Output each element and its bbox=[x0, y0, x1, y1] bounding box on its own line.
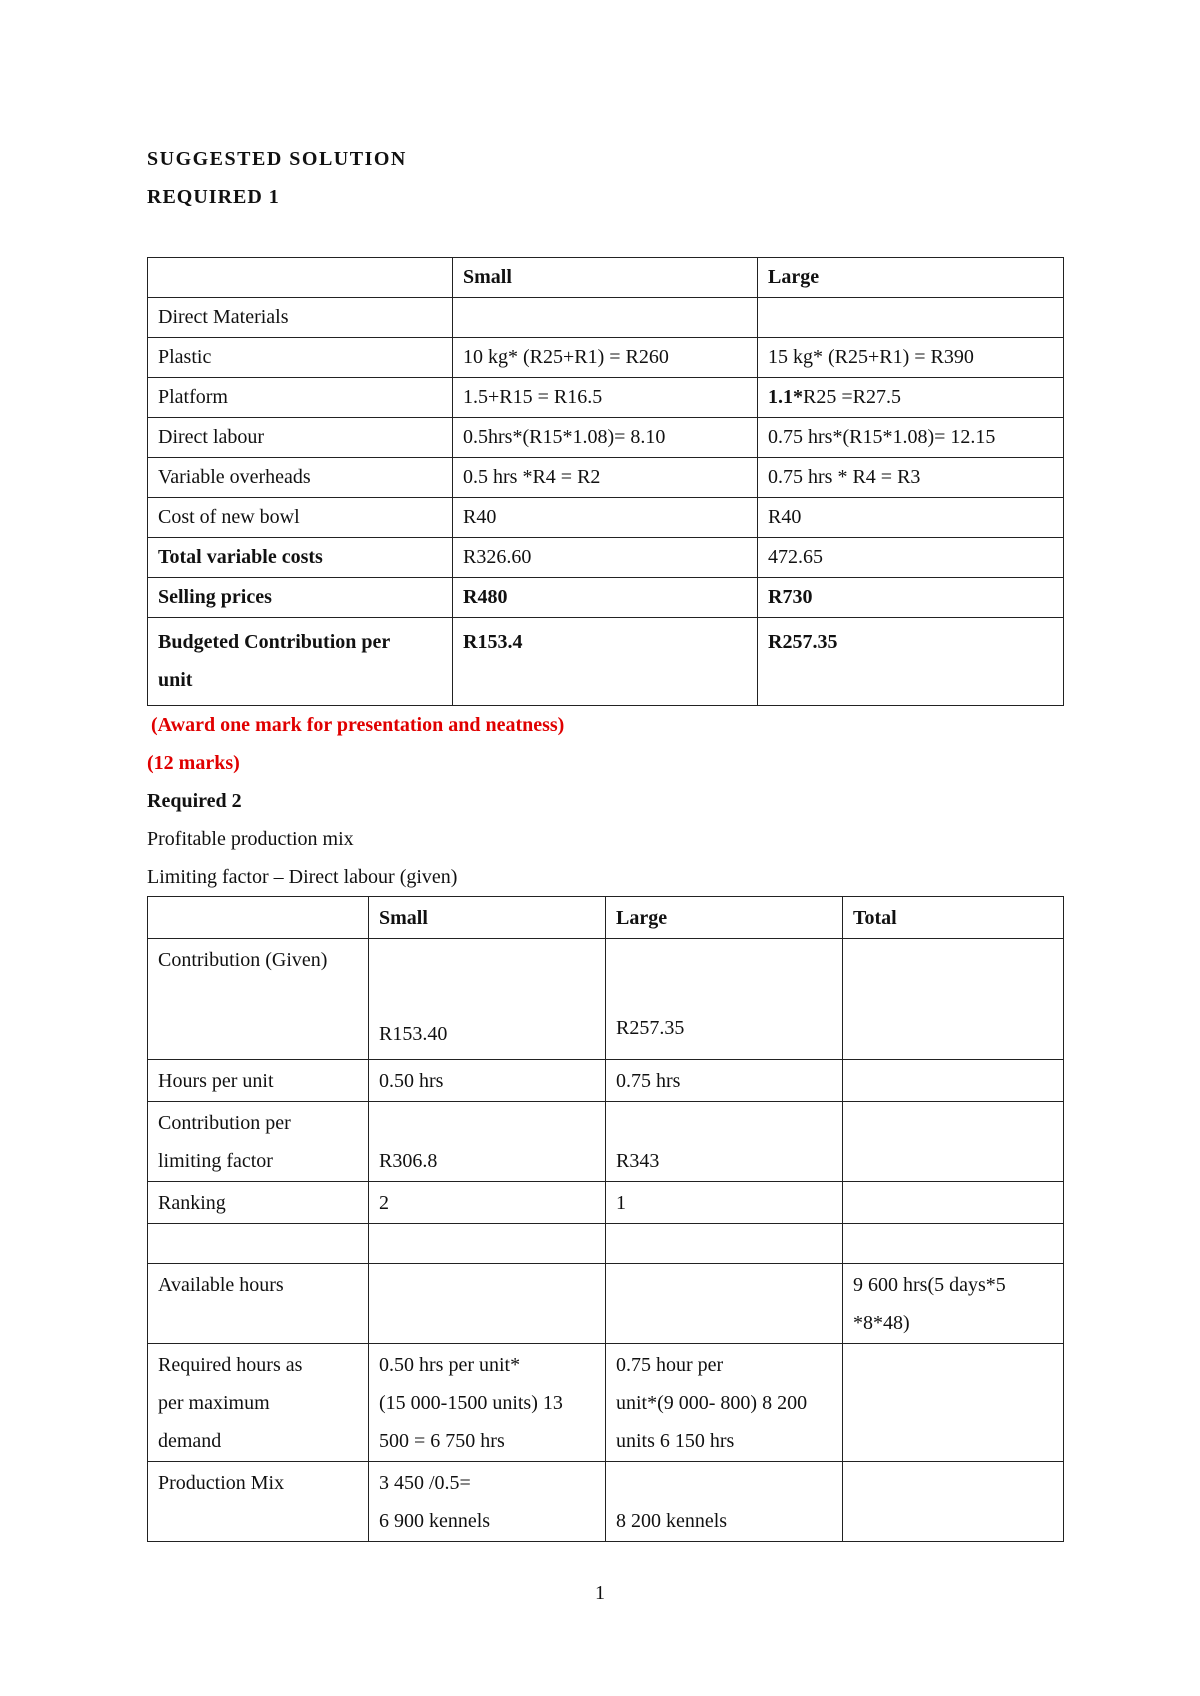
table-cell: R306.8 bbox=[369, 1102, 606, 1182]
table-row bbox=[148, 618, 1064, 706]
table-cell: R257.35 bbox=[758, 618, 1064, 706]
table-cell: 1.5+R15 = R16.5 bbox=[453, 378, 758, 418]
table-cell: 0.75 hrs*(R15*1.08)= 12.15 bbox=[758, 418, 1064, 458]
table-cell: 0.50 hrs bbox=[369, 1060, 606, 1102]
mix-line: Profitable production mix bbox=[147, 828, 354, 850]
table-cell: 3 450 /0.5= 6 900 kennels bbox=[369, 1462, 606, 1542]
table-cell bbox=[843, 1224, 1064, 1264]
table-row bbox=[148, 458, 1064, 498]
limiting-factor-line: Limiting factor – Direct labour (given) bbox=[147, 866, 458, 888]
row-label: Production Mix bbox=[148, 1462, 369, 1542]
table-cell: 0.75 hour per unit*(9 000- 800) 8 200 units 6 150 hrs bbox=[606, 1344, 843, 1462]
table-cell: R40 bbox=[758, 498, 1064, 538]
table-cell: 8 200 kennels bbox=[606, 1462, 843, 1542]
table-row bbox=[148, 1344, 1064, 1462]
table-row bbox=[148, 538, 1064, 578]
production-mix-table bbox=[147, 896, 1064, 1542]
row-label: Ranking bbox=[148, 1182, 369, 1224]
table-cell: 15 kg* (R25+R1) = R390 bbox=[758, 338, 1064, 378]
table-row bbox=[148, 338, 1064, 378]
table-header-cell: Large bbox=[606, 897, 843, 939]
table-header-cell: Small bbox=[453, 258, 758, 298]
platform-multiplier: 1.1* bbox=[768, 386, 803, 408]
row-label: Selling prices bbox=[148, 578, 453, 618]
section-heading-required-1: REQUIRED 1 bbox=[147, 186, 280, 208]
table-cell: R153.40 bbox=[369, 939, 606, 1060]
table-cell: R40 bbox=[453, 498, 758, 538]
table-header-cell: Total bbox=[843, 897, 1064, 939]
table-cell bbox=[843, 1182, 1064, 1224]
marks-note: (12 marks) bbox=[147, 752, 240, 774]
row-label: Plastic bbox=[148, 338, 453, 378]
table-row bbox=[148, 1060, 1064, 1102]
table-cell: 0.5hrs*(R15*1.08)= 8.10 bbox=[453, 418, 758, 458]
row-label: Direct labour bbox=[148, 418, 453, 458]
table-cell: 1 bbox=[606, 1182, 843, 1224]
table-row bbox=[148, 1102, 1064, 1182]
table-cell: 10 kg* (R25+R1) = R260 bbox=[453, 338, 758, 378]
table-cell bbox=[843, 1462, 1064, 1542]
row-label: Total variable costs bbox=[148, 538, 453, 578]
table-cell bbox=[843, 939, 1064, 1060]
section-heading-required-2: Required 2 bbox=[147, 790, 242, 812]
table-cell bbox=[453, 298, 758, 338]
table-row bbox=[148, 1264, 1064, 1344]
table-cell bbox=[843, 1060, 1064, 1102]
table-header-cell bbox=[148, 258, 453, 298]
table-header-row bbox=[148, 897, 1064, 939]
table-header-cell: Small bbox=[369, 897, 606, 939]
row-label: Budgeted Contribution per unit bbox=[148, 618, 453, 706]
table-cell bbox=[758, 378, 1064, 418]
table-cell: R730 bbox=[758, 578, 1064, 618]
table-row bbox=[148, 418, 1064, 458]
table-cell: 0.5 hrs *R4 = R2 bbox=[453, 458, 758, 498]
page-heading: SUGGESTED SOLUTION bbox=[147, 148, 407, 170]
table-cell bbox=[606, 1224, 843, 1264]
table-cell: R153.4 bbox=[453, 618, 758, 706]
page-content bbox=[147, 140, 1063, 1542]
table-cell bbox=[843, 1344, 1064, 1462]
table-cell bbox=[148, 1224, 369, 1264]
platform-large-value: R25 =R27.5 bbox=[803, 386, 901, 408]
table-cell bbox=[843, 1102, 1064, 1182]
table-row bbox=[148, 578, 1064, 618]
table-cell: 9 600 hrs(5 days*5 *8*48) bbox=[843, 1264, 1064, 1344]
row-label: Direct Materials bbox=[148, 298, 453, 338]
page-number: 1 bbox=[595, 1582, 605, 1604]
row-label: Contribution (Given) bbox=[148, 939, 369, 1060]
table-row bbox=[148, 378, 1064, 418]
table-header-cell: Large bbox=[758, 258, 1064, 298]
table-cell bbox=[606, 1264, 843, 1344]
table-cell bbox=[369, 1264, 606, 1344]
table-cell: 2 bbox=[369, 1182, 606, 1224]
table-header-row bbox=[148, 258, 1064, 298]
table-header-cell bbox=[148, 897, 369, 939]
row-label: Required hours as per maximum demand bbox=[148, 1344, 369, 1462]
table-row bbox=[148, 298, 1064, 338]
row-label: Hours per unit bbox=[148, 1060, 369, 1102]
table-cell: 0.75 hrs bbox=[606, 1060, 843, 1102]
table-row bbox=[148, 939, 1064, 1060]
table-cell: R343 bbox=[606, 1102, 843, 1182]
table-cell bbox=[369, 1224, 606, 1264]
table-cell: R257.35 bbox=[606, 939, 843, 1060]
table-row bbox=[148, 1462, 1064, 1542]
table-row bbox=[148, 498, 1064, 538]
award-note: (Award one mark for presentation and neatness) bbox=[151, 714, 565, 736]
table-cell: R326.60 bbox=[453, 538, 758, 578]
table-cell: 0.50 hrs per unit* (15 000-1500 units) 13 500 = 6 750 hrs bbox=[369, 1344, 606, 1462]
variable-cost-table bbox=[147, 257, 1064, 706]
row-label: Variable overheads bbox=[148, 458, 453, 498]
row-label: Available hours bbox=[148, 1264, 369, 1344]
row-label: Cost of new bowl bbox=[148, 498, 453, 538]
row-label: Platform bbox=[148, 378, 453, 418]
table-cell: R480 bbox=[453, 578, 758, 618]
table-cell: 472.65 bbox=[758, 538, 1064, 578]
table-cell bbox=[758, 298, 1064, 338]
table-cell: 0.75 hrs * R4 = R3 bbox=[758, 458, 1064, 498]
table-row bbox=[148, 1182, 1064, 1224]
row-label: Contribution per limiting factor bbox=[148, 1102, 369, 1182]
table-row-empty bbox=[148, 1224, 1064, 1264]
